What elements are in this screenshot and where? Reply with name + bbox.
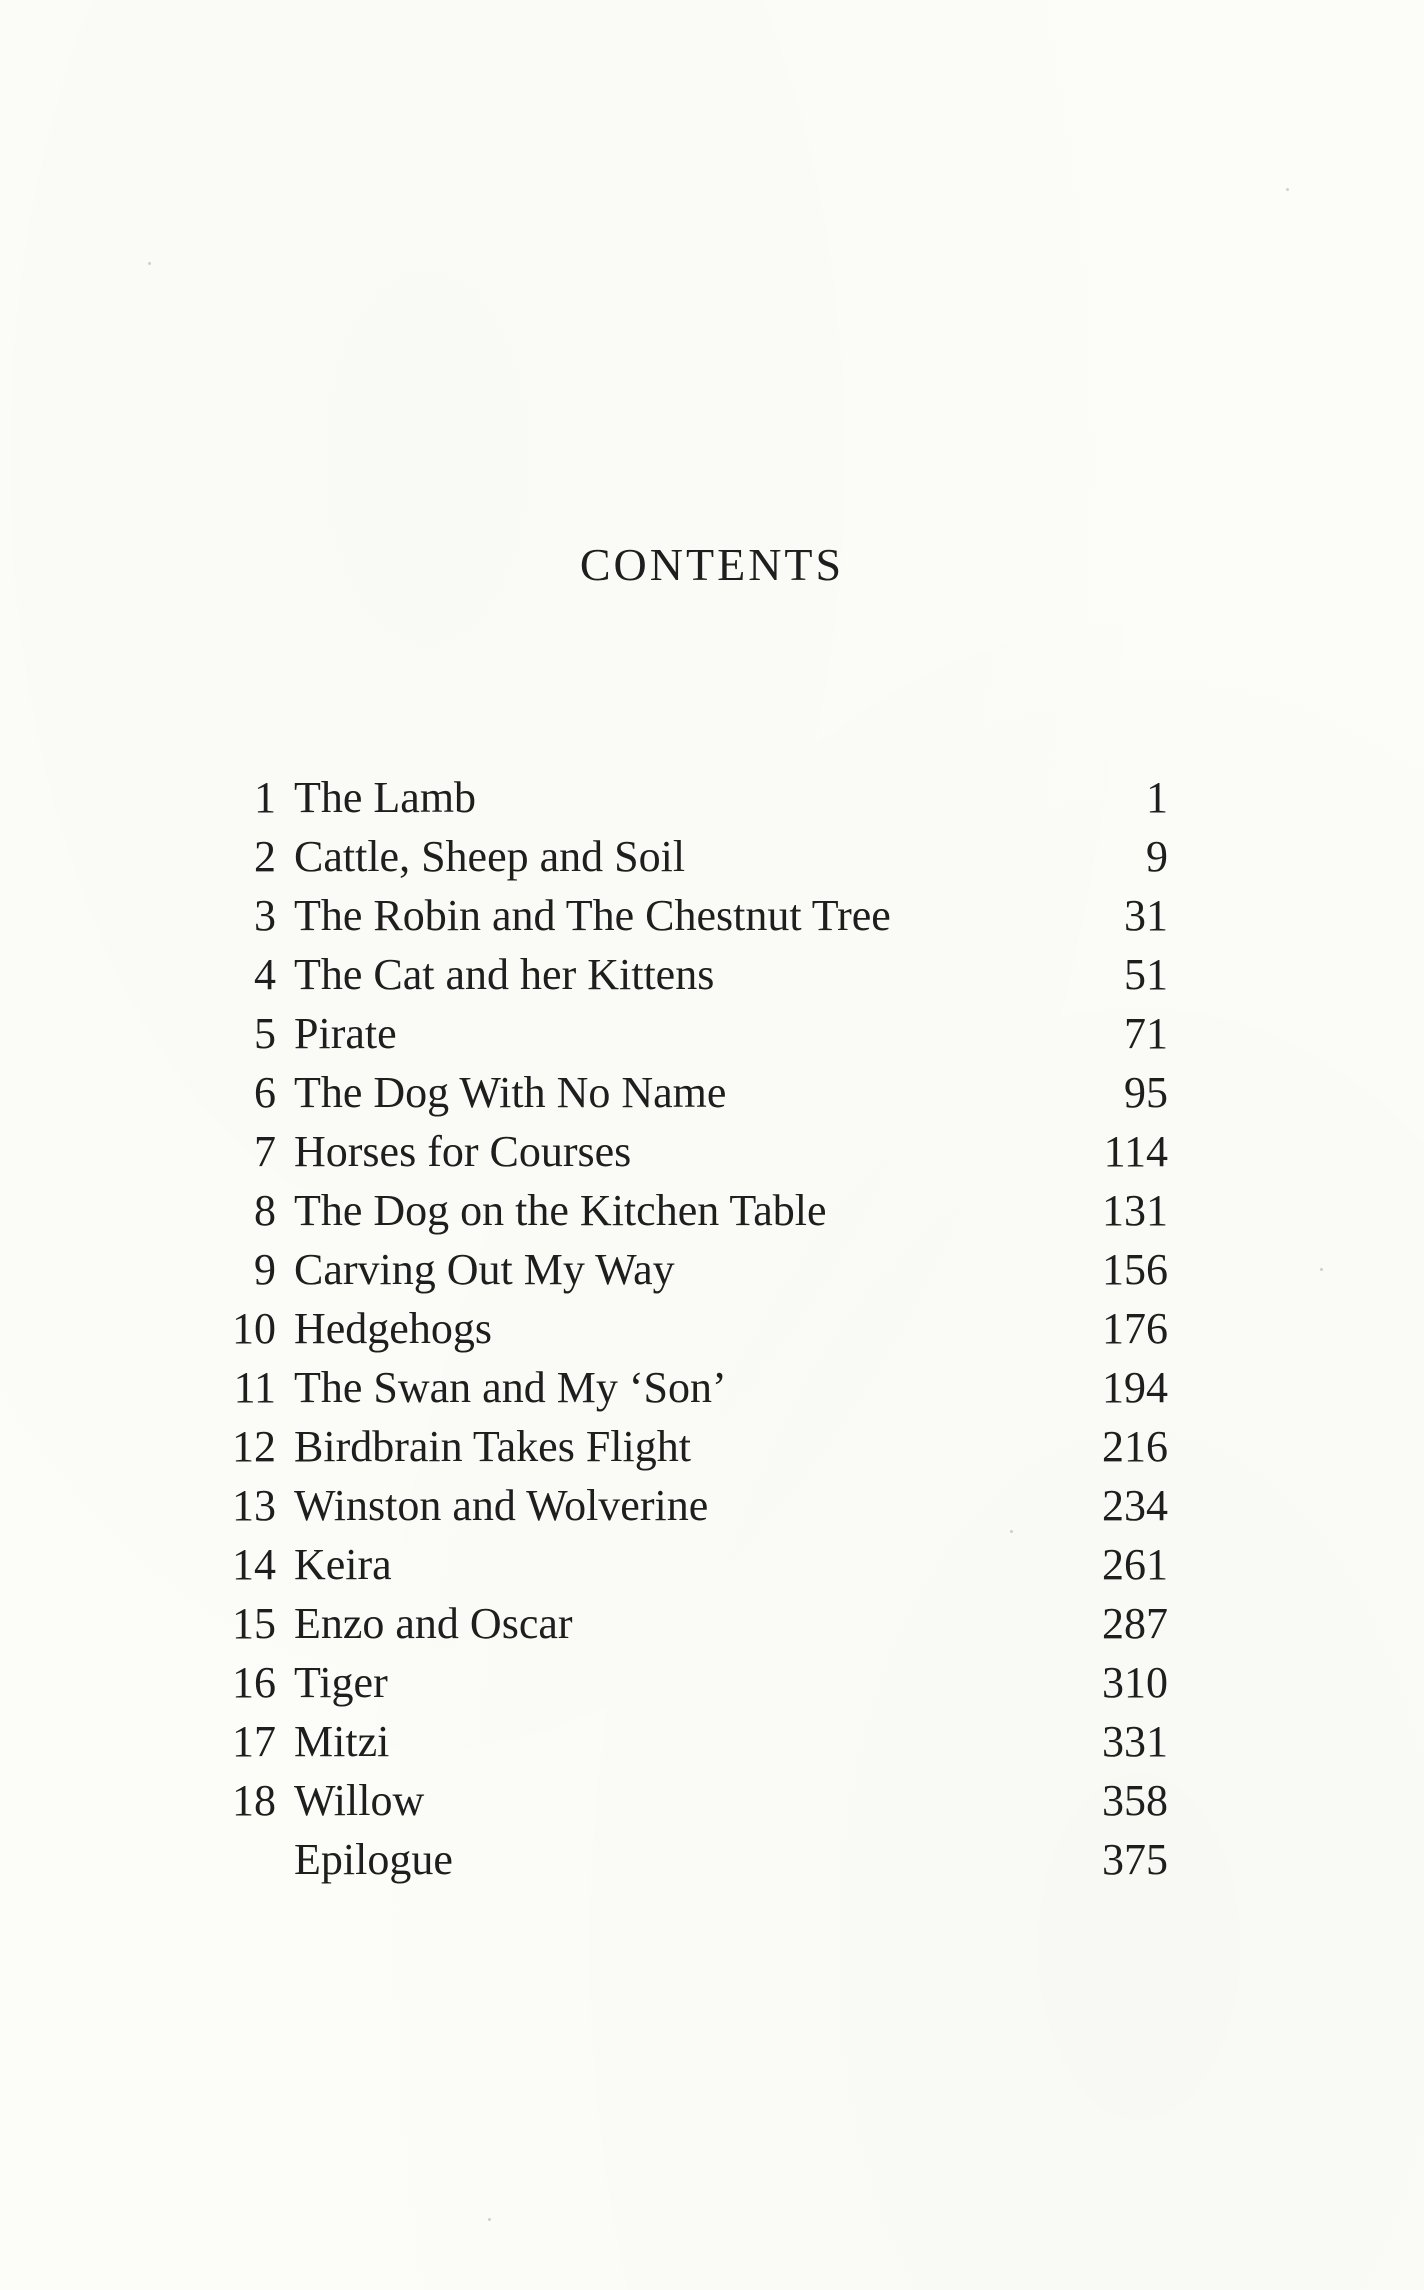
table-of-contents: [200, 768, 1180, 1889]
chapter-title: Carving Out My Way: [294, 1245, 675, 1294]
paper-speck: [1286, 188, 1289, 191]
chapter-number: 10: [232, 1304, 276, 1353]
toc-entry: [200, 1830, 1180, 1889]
chapter-number: 3: [254, 891, 276, 940]
toc-entry: [200, 1004, 1180, 1063]
chapter-number: 1: [254, 773, 276, 822]
chapter-title: Mitzi: [294, 1717, 390, 1766]
chapter-title: The Cat and her Kittens: [294, 950, 715, 999]
chapter-title: The Robin and The Chestnut Tree: [294, 891, 891, 940]
page-number: 310: [1102, 1658, 1168, 1707]
toc-entry: [200, 1299, 1180, 1358]
chapter-title: The Lamb: [294, 773, 477, 822]
chapter-title: Keira: [294, 1540, 392, 1589]
toc-entry: [200, 1712, 1180, 1771]
chapter-number: 5: [254, 1009, 276, 1058]
chapter-number: 7: [254, 1127, 276, 1176]
paper-speck: [148, 262, 151, 265]
page-number: 287: [1102, 1599, 1168, 1648]
chapter-title: Winston and Wolverine: [294, 1481, 709, 1530]
chapter-title: Hedgehogs: [294, 1304, 492, 1353]
page-number: 176: [1102, 1304, 1168, 1353]
toc-entry: [200, 1653, 1180, 1712]
page-number: 131: [1102, 1186, 1168, 1235]
toc-entry: [200, 1535, 1180, 1594]
chapter-title: Birdbrain Takes Flight: [294, 1422, 691, 1471]
chapter-number: 8: [254, 1186, 276, 1235]
page-number: 31: [1124, 891, 1168, 940]
paper-speck: [1320, 1268, 1323, 1271]
contents-heading: CONTENTS: [579, 539, 845, 590]
toc-entry: [200, 1476, 1180, 1535]
chapter-title: The Dog on the Kitchen Table: [294, 1186, 827, 1235]
chapter-number: 16: [232, 1658, 276, 1707]
chapter-number: 17: [232, 1717, 276, 1766]
chapter-number: 12: [232, 1422, 276, 1471]
toc-entry: [200, 945, 1180, 1004]
page-number: 261: [1102, 1540, 1168, 1589]
chapter-number: 13: [232, 1481, 276, 1530]
chapter-title: Cattle, Sheep and Soil: [294, 832, 686, 881]
chapter-title: Tiger: [294, 1658, 388, 1707]
chapter-title: Willow: [294, 1776, 425, 1825]
page-number: 375: [1102, 1835, 1168, 1884]
chapter-number: 18: [232, 1776, 276, 1825]
chapter-title: Horses for Courses: [294, 1127, 632, 1176]
toc-entry: [200, 1122, 1180, 1181]
page-number: 71: [1124, 1009, 1168, 1058]
page-number: 216: [1102, 1422, 1168, 1471]
page-number: 51: [1124, 950, 1168, 999]
toc-entry: [200, 1358, 1180, 1417]
toc-entry: [200, 1594, 1180, 1653]
toc-entry: [200, 1417, 1180, 1476]
chapter-number: 9: [254, 1245, 276, 1294]
chapter-number: 6: [254, 1068, 276, 1117]
chapter-title: Epilogue: [294, 1835, 453, 1884]
toc-entry: [200, 827, 1180, 886]
page-number: 1: [1146, 773, 1168, 822]
page-number: 156: [1102, 1245, 1168, 1294]
page-number: 194: [1102, 1363, 1168, 1412]
page-number: 234: [1102, 1481, 1168, 1530]
toc-entry: [200, 886, 1180, 945]
toc-entry: [200, 1063, 1180, 1122]
toc-entry: [200, 1240, 1180, 1299]
page-number: 331: [1102, 1717, 1168, 1766]
page-number: 358: [1102, 1776, 1168, 1825]
chapter-title: The Swan and My ‘Son’: [294, 1363, 727, 1412]
toc-entry: [200, 768, 1180, 827]
page-number: 95: [1124, 1068, 1168, 1117]
toc-entry: [200, 1181, 1180, 1240]
toc-entry: [200, 1771, 1180, 1830]
chapter-number: 2: [254, 832, 276, 881]
paper-speck: [488, 2218, 491, 2221]
chapter-title: Enzo and Oscar: [294, 1599, 573, 1648]
chapter-number: 4: [254, 950, 276, 999]
chapter-title: Pirate: [294, 1009, 397, 1058]
page-number: 9: [1146, 832, 1168, 881]
page-number: 114: [1103, 1127, 1168, 1176]
chapter-number: 15: [232, 1599, 276, 1648]
chapter-number: 11: [233, 1363, 276, 1412]
chapter-title: The Dog With No Name: [294, 1068, 727, 1117]
chapter-number: 14: [232, 1540, 276, 1589]
